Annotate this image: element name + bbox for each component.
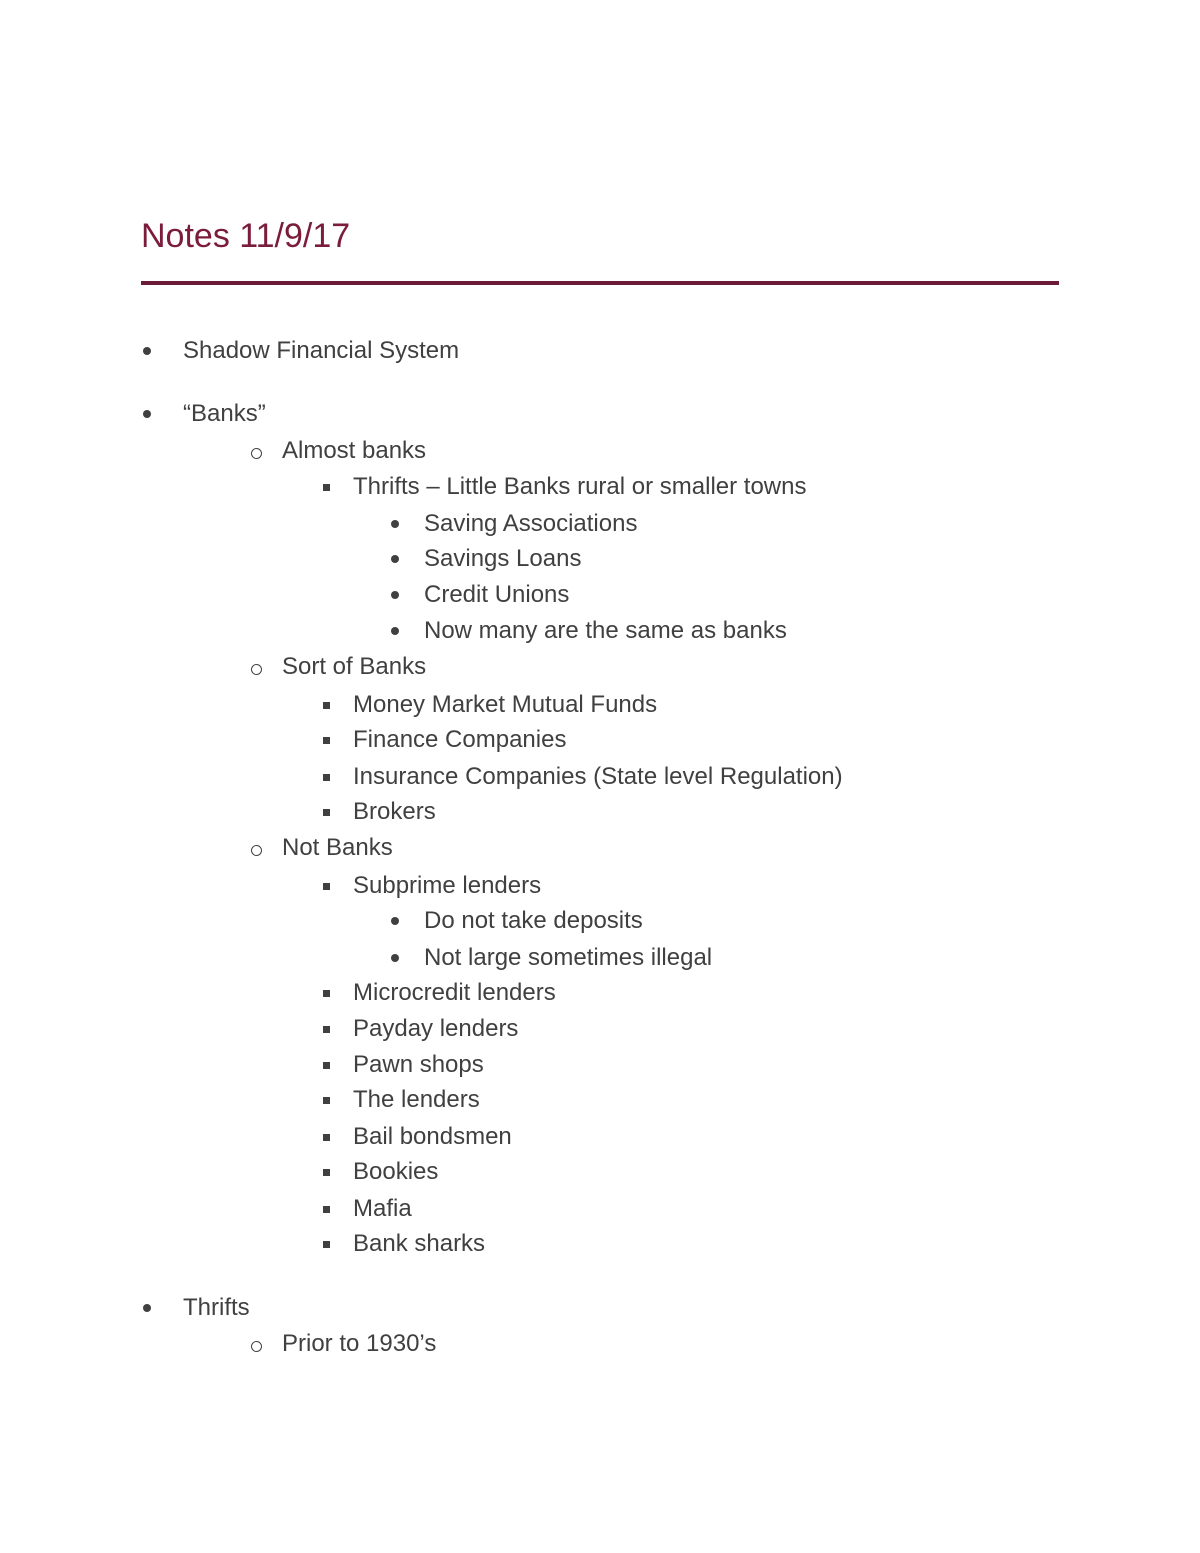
list-item-text: Bookies [353, 1158, 439, 1185]
list-item-text: Not large sometimes illegal [424, 944, 713, 971]
list-item [353, 1154, 438, 1190]
bullet-icon [388, 577, 402, 613]
list-item-text: Sort of Banks [282, 653, 427, 680]
list-item [424, 541, 581, 577]
square-bullet-icon [320, 1154, 332, 1190]
list-item-text: Now many are the same as banks [424, 617, 787, 644]
list-item-text: Saving Associations [424, 510, 638, 537]
list-item-text: Mafia [353, 1195, 412, 1222]
circle-bullet-icon [248, 1326, 264, 1362]
list-item [353, 687, 657, 723]
list-item [353, 469, 806, 505]
list-item [353, 794, 436, 830]
page-title: Notes 11/9/17 [141, 217, 351, 255]
list-item [353, 1011, 518, 1047]
list-item [424, 506, 637, 542]
list-item [353, 1082, 480, 1118]
list-item-text: Thrifts [183, 1294, 250, 1321]
list-item [282, 649, 426, 685]
square-bullet-icon [320, 1011, 332, 1047]
list-item [353, 1119, 512, 1155]
list-item [183, 1290, 250, 1326]
list-item-text: Money Market Mutual Funds [353, 691, 658, 718]
square-bullet-icon [320, 1119, 332, 1155]
list-item-text: Not Banks [282, 834, 393, 861]
list-item [424, 613, 787, 649]
list-item-text: Credit Unions [424, 581, 570, 608]
square-bullet-icon [320, 1226, 332, 1262]
list-item-text: Insurance Companies (State level Regulation) [353, 763, 843, 790]
list-item [353, 1047, 484, 1083]
circle-bullet-icon [248, 830, 264, 866]
list-item-text: Shadow Financial System [183, 337, 460, 364]
bullet-icon [388, 940, 402, 976]
list-item-text: The lenders [353, 1086, 480, 1113]
square-bullet-icon [320, 794, 332, 830]
list-item-text: Finance Companies [353, 726, 567, 753]
square-bullet-icon [320, 722, 332, 758]
list-item [353, 759, 843, 795]
list-item-text: Thrifts – Little Banks rural or smaller towns [353, 473, 807, 500]
list-item-text: “Banks” [183, 400, 266, 427]
bullet-icon [140, 396, 154, 432]
square-bullet-icon [320, 687, 332, 723]
square-bullet-icon [320, 868, 332, 904]
list-item [353, 868, 541, 904]
list-item [424, 577, 569, 613]
bullet-icon [388, 506, 402, 542]
bullet-icon [140, 333, 154, 369]
list-item [424, 940, 712, 976]
list-item [183, 333, 459, 369]
list-item [353, 1191, 412, 1227]
circle-bullet-icon [248, 649, 264, 685]
square-bullet-icon [320, 975, 332, 1011]
square-bullet-icon [320, 1047, 332, 1083]
bullet-icon [388, 613, 402, 649]
list-item [353, 722, 566, 758]
title-divider [141, 281, 1059, 285]
list-item-text: Brokers [353, 798, 436, 825]
square-bullet-icon [320, 469, 332, 505]
list-item [353, 975, 556, 1011]
list-item [183, 396, 266, 432]
circle-bullet-icon [248, 433, 264, 469]
square-bullet-icon [320, 1082, 332, 1118]
list-item-text: Pawn shops [353, 1051, 484, 1078]
list-item-text: Subprime lenders [353, 872, 542, 899]
list-item-text: Almost banks [282, 437, 427, 464]
list-item [282, 433, 426, 469]
bullet-icon [140, 1290, 154, 1326]
list-item-text: Payday lenders [353, 1015, 519, 1042]
list-item [282, 1326, 436, 1362]
list-item-text: Microcredit lenders [353, 979, 556, 1006]
list-item-text: Do not take deposits [424, 907, 643, 934]
bullet-icon [388, 541, 402, 577]
square-bullet-icon [320, 759, 332, 795]
list-item-text: Bail bondsmen [353, 1123, 512, 1150]
bullet-icon [388, 903, 402, 939]
list-item-text: Bank sharks [353, 1230, 486, 1257]
list-item [424, 903, 643, 939]
list-item [353, 1226, 485, 1262]
list-item [282, 830, 393, 866]
square-bullet-icon [320, 1191, 332, 1227]
list-item-text: Prior to 1930’s [282, 1330, 437, 1357]
list-item-text: Savings Loans [424, 545, 582, 572]
